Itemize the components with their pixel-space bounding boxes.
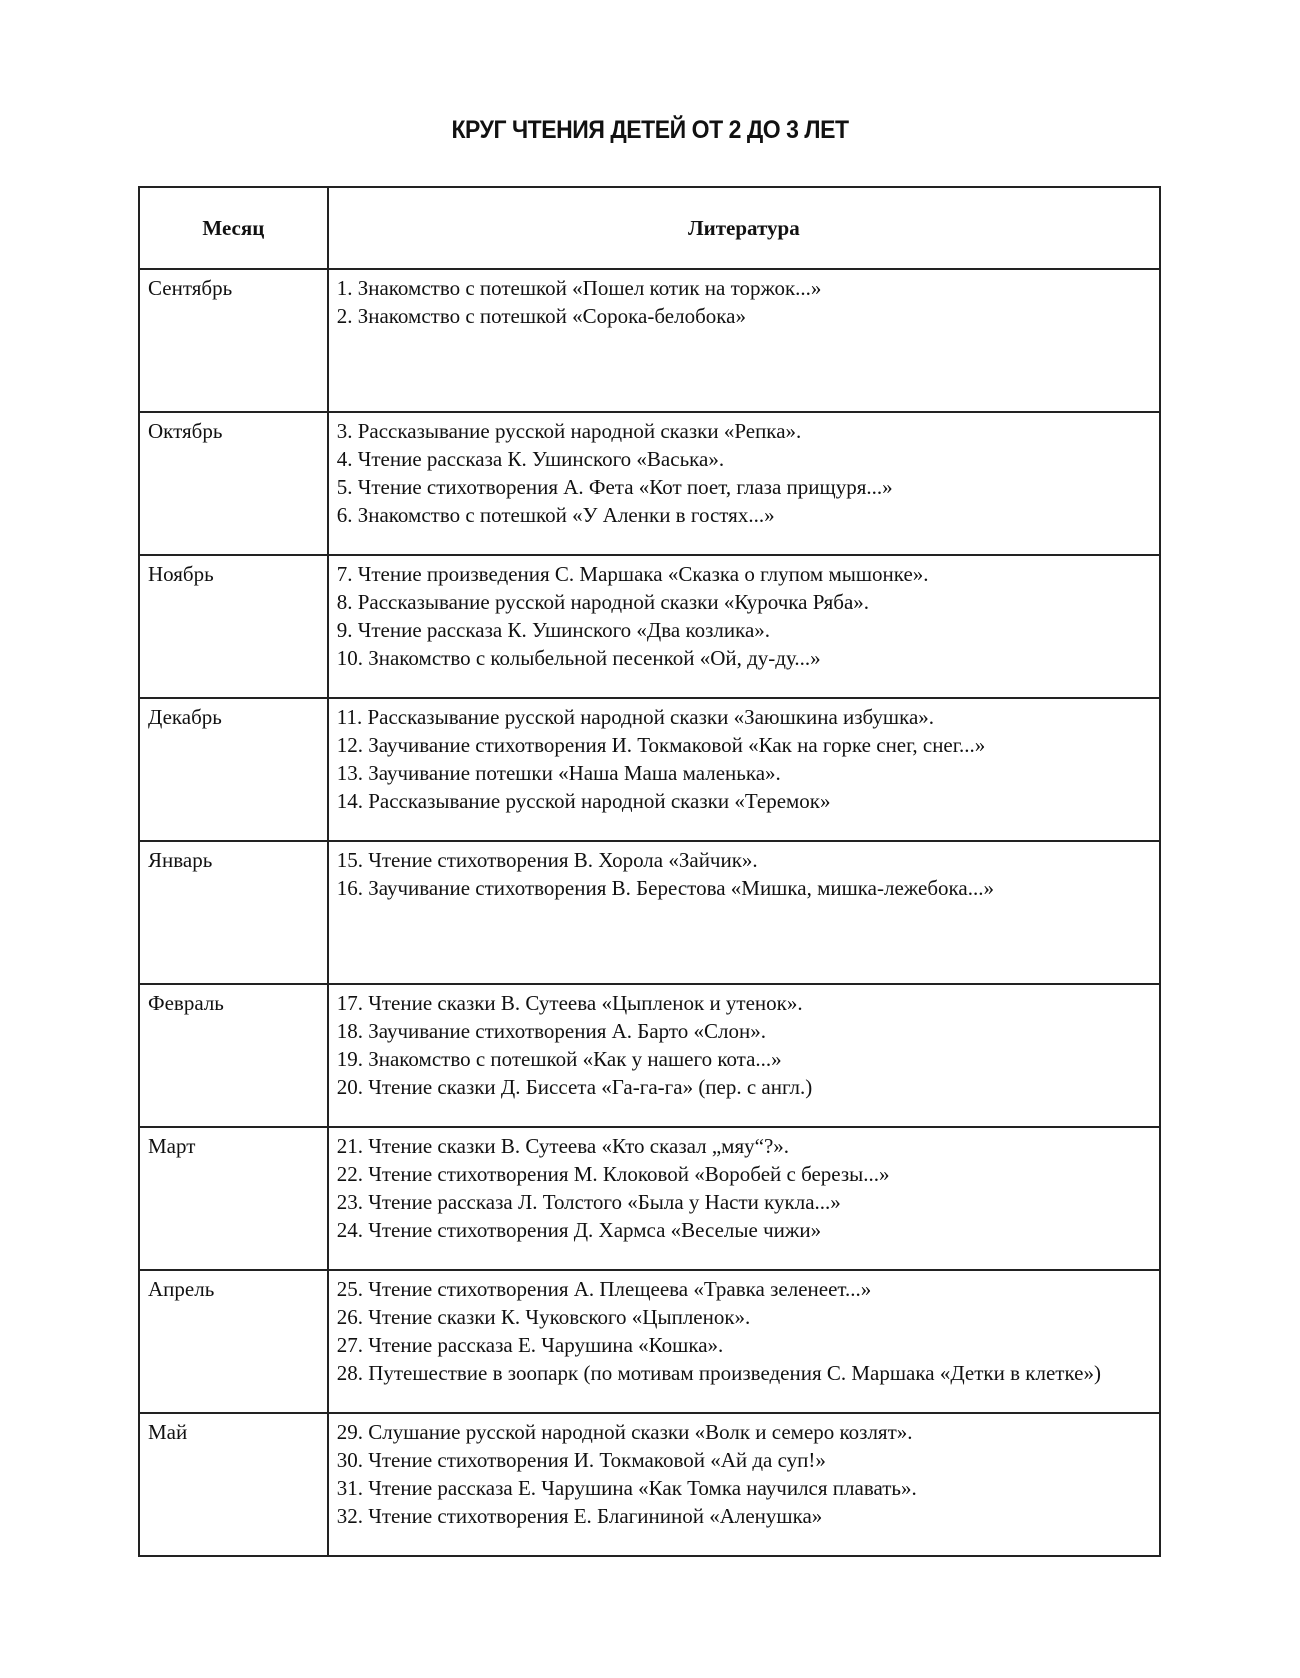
literature-item: 3. Рассказывание русской народной сказки «Репка». xyxy=(336,419,802,443)
literature-cell xyxy=(328,412,1160,555)
month-cell: Февраль xyxy=(139,984,328,1127)
table-row xyxy=(139,698,1160,841)
literature-item: 4. Чтение рассказа К. Ушинского «Васька». xyxy=(336,447,725,471)
reading-table xyxy=(138,186,1161,1557)
literature-item: 12. Заучивание стихотворения И. Токмаковой «Как на горке снег, снег...» xyxy=(336,733,986,757)
table-row xyxy=(139,412,1160,555)
literature-item: 17. Чтение сказки В. Сутеева «Цыпленок и утенок». xyxy=(336,991,803,1015)
document-title: КРУГ ЧТЕНИЯ ДЕТЕЙ ОТ 2 ДО 3 ЛЕТ xyxy=(451,116,849,144)
literature-item: 23. Чтение рассказа Л. Толстого «Была у Насти кукла...» xyxy=(336,1190,841,1214)
literature-item: 16. Заучивание стихотворения В. Берестова «Мишка, мишка-лежебока...» xyxy=(336,876,994,900)
literature-item: 30. Чтение стихотворения И. Токмаковой «Ай да суп!» xyxy=(336,1448,826,1472)
literature-item: 31. Чтение рассказа Е. Чарушина «Как Томка научился плавать». xyxy=(336,1476,917,1500)
literature-item: 29. Слушание русской народной сказки «Волк и семеро козлят». xyxy=(336,1420,913,1444)
literature-cell xyxy=(328,555,1160,698)
table-row xyxy=(139,269,1160,412)
literature-item: 15. Чтение стихотворения В. Хорола «Зайчик». xyxy=(336,848,758,872)
literature-item: 32. Чтение стихотворения Е. Благининой «Аленушка» xyxy=(336,1504,823,1528)
table-row xyxy=(139,1270,1160,1413)
literature-item: 5. Чтение стихотворения А. Фета «Кот поет, глаза прищуря...» xyxy=(336,475,893,499)
month-cell: Март xyxy=(139,1127,328,1270)
literature-cell xyxy=(328,841,1160,984)
literature-item: 8. Рассказывание русской народной сказки «Курочка Ряба». xyxy=(336,590,870,614)
literature-item: 20. Чтение сказки Д. Биссета «Га-га-га» (пер. с англ.) xyxy=(336,1075,813,1099)
literature-cell xyxy=(328,1413,1160,1556)
month-cell: Октябрь xyxy=(139,412,328,555)
literature-item: 27. Чтение рассказа Е. Чарушина «Кошка». xyxy=(336,1333,724,1357)
table-header-row xyxy=(139,187,1160,269)
literature-cell xyxy=(328,1127,1160,1270)
literature-item: 18. Заучивание стихотворения А. Барто «Слон». xyxy=(336,1019,767,1043)
literature-cell xyxy=(328,984,1160,1127)
table-row xyxy=(139,841,1160,984)
month-cell: Апрель xyxy=(139,1270,328,1413)
literature-item: 24. Чтение стихотворения Д. Хармса «Веселые чижи» xyxy=(336,1218,822,1242)
literature-item: 9. Чтение рассказа К. Ушинского «Два козлика». xyxy=(336,618,771,642)
literature-item: 19. Знакомство с потешкой «Как у нашего кота...» xyxy=(336,1047,782,1071)
month-cell: Сентябрь xyxy=(139,269,328,412)
header-month: Месяц xyxy=(139,187,328,269)
literature-item: 1. Знакомство с потешкой «Пошел котик на торжок...» xyxy=(336,276,822,300)
literature-item: 13. Заучивание потешки «Наша Маша маленька». xyxy=(336,761,781,785)
table-row xyxy=(139,1413,1160,1556)
literature-item: 2. Знакомство с потешкой «Сорока-белобока» xyxy=(336,304,746,328)
literature-item: 25. Чтение стихотворения А. Плещеева «Травка зеленеет...» xyxy=(336,1277,872,1301)
literature-cell xyxy=(328,698,1160,841)
table-row xyxy=(139,555,1160,698)
literature-item: 10. Знакомство с колыбельной песенкой «Ой, ду-ду...» xyxy=(336,646,821,670)
literature-item: 26. Чтение сказки К. Чуковского «Цыпленок». xyxy=(336,1305,751,1329)
literature-cell xyxy=(328,269,1160,412)
month-cell: Ноябрь xyxy=(139,555,328,698)
table-row xyxy=(139,984,1160,1127)
table-body xyxy=(139,269,1160,1556)
month-cell: Январь xyxy=(139,841,328,984)
literature-item: 21. Чтение сказки В. Сутеева «Кто сказал „мяу“?». xyxy=(336,1134,790,1158)
literature-item: 6. Знакомство с потешкой «У Аленки в гостях...» xyxy=(336,503,775,527)
month-cell: Май xyxy=(139,1413,328,1556)
table-row xyxy=(139,1127,1160,1270)
header-literature: Литература xyxy=(328,187,1160,269)
month-cell: Декабрь xyxy=(139,698,328,841)
literature-item: 7. Чтение произведения С. Маршака «Сказка о глупом мышонке». xyxy=(336,562,929,586)
literature-item: 28. Путешествие в зоопарк (по мотивам произведения С. Маршака «Детки в клетке») xyxy=(336,1361,1101,1385)
literature-item: 11. Рассказывание русской народной сказки «Заюшкина избушка». xyxy=(336,705,935,729)
literature-cell xyxy=(328,1270,1160,1413)
literature-item: 14. Рассказывание русской народной сказки «Теремок» xyxy=(336,789,831,813)
literature-item: 22. Чтение стихотворения М. Клоковой «Воробей с березы...» xyxy=(336,1162,890,1186)
